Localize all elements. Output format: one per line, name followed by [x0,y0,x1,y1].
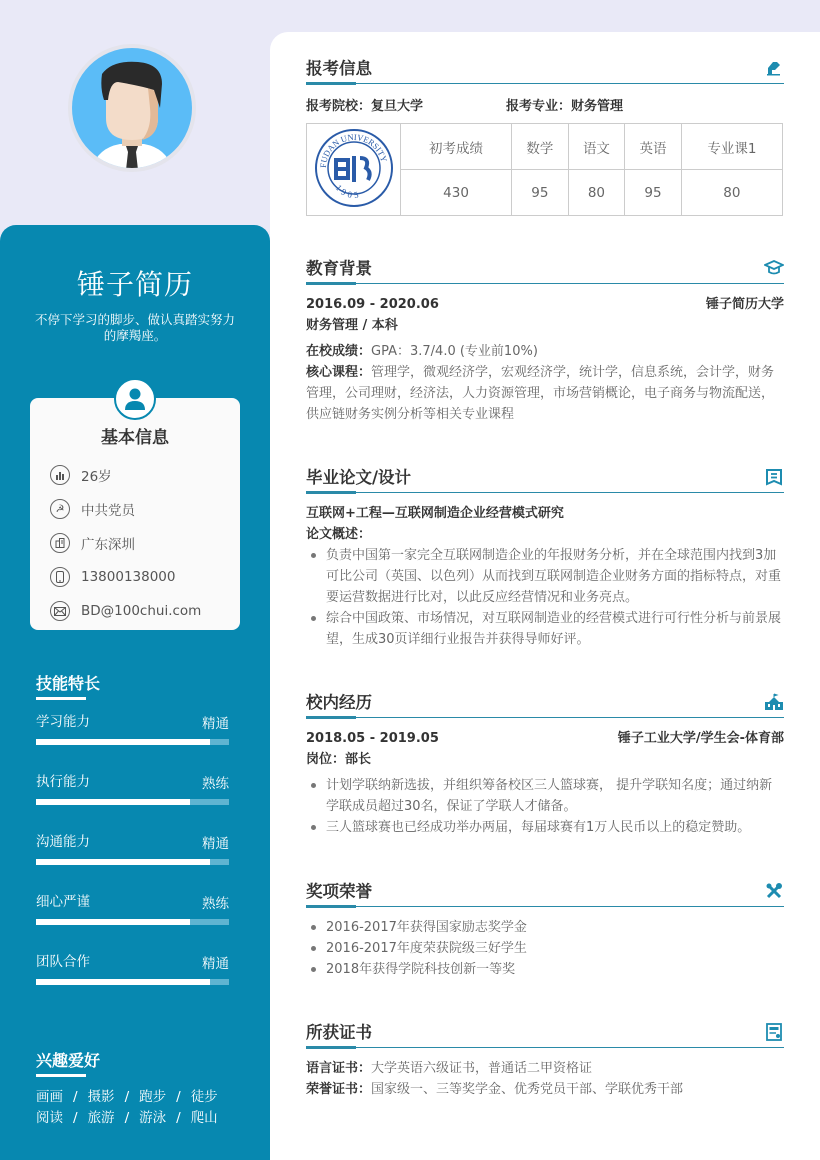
motto: 不停下学习的脚步、做认真踏实努力的摩羯座。 [34,312,235,343]
main-content [270,32,820,1160]
thesis-bullets: 负责中国第一家完全互联网制造企业的年报财务分析，并在全球范围内找到3加可比公司（英国、以色列）从而找到互联网制造企业财务方面的指标特点，对重要运营数据进行比对，以此反应经营情况和业务亮点。 综合中国政策、市场情况，对互联网制造业的经营模式进行可行性分析与前景展望，生成30页详细行业报告并获得导师好评。 [306,545,784,650]
certificate-icon [764,1022,784,1042]
skill-bar [36,979,229,985]
hobbies-title: 兴趣爱好 [36,1048,100,1077]
section-campus: 校内经历 2018.05 - 2019.05 锤子工业大学/学生会-体育部 岗位：部长 计划学联纳新选拔，并组织筹备校区三人篮球赛， 提升学联知名度；通过纳新学联成员超过30名，保证了学联人才储备。 三人篮球赛也已经成功举办两届，每届球赛有1万人民币以上的稳定赞助。 [306,692,784,838]
school-building-icon [764,692,784,712]
resume-name: 锤子简历 [76,268,193,301]
skill-item: 细心严谨 熟练 [36,890,229,950]
fudan-logo [307,124,401,216]
location-building-icon [50,533,70,553]
skill-item: 沟通能力 精通 [36,830,229,890]
section-certs: 所获证书 语言证书：大学英语六级证书，普通话二甲资格证 荣誉证书：国家级一、三等奖学金、优秀党员干部、学联优秀干部 [306,1022,784,1100]
info-phone: 13800138000 [50,560,201,594]
svg-text:1905: 1905 [333,182,362,200]
skill-bar [36,799,229,805]
user-icon [114,378,156,420]
section-awards [306,881,784,980]
skill-bar [36,919,229,925]
party-icon: ☭ [50,499,70,519]
skills-title: 技能特长 [36,671,100,700]
basic-info-list [50,458,201,628]
score-table: FUDAN UNIVERSITY 1905 初考成绩 数学 语文 英语 专业课1 430 95 80 95 80 [306,123,783,216]
section-title: 奖项荣誉 [306,882,372,901]
sidebar [0,225,270,1160]
info-party: ☭ 中共党员 [50,492,201,526]
age-chart-icon [50,465,70,485]
basic-info-card [30,398,240,630]
avatar [68,44,196,172]
basic-info-title: 基本信息 [101,428,169,448]
section-title: 毕业论文/设计 [306,468,412,487]
skills-list [36,710,229,1010]
section-title: 校内经历 [306,693,372,712]
skill-item: 执行能力 熟练 [36,770,229,830]
section-title: 报考信息 [306,59,372,78]
skill-item: 学习能力 精通 [36,710,229,770]
document-icon [764,467,784,487]
campus-bullets: 计划学联纳新选拔，并组织筹备校区三人篮球赛， 提升学联知名度；通过纳新学联成员超过30名，保证了学联人才储备。 三人篮球赛也已经成功举办两届，每届球赛有1万人民币以上的稳定赞助。 [306,775,784,838]
skill-item: 团队合作 精通 [36,950,229,1010]
graduation-cap-icon [764,258,784,278]
svg-text:FUDAN UNIVERSITY: FUDAN UNIVERSITY [317,131,389,168]
section-title: 所获证书 [306,1023,372,1042]
tools-icon [764,881,784,901]
section-education: 教育背景 2016.09 - 2020.06 锤子简历大学 财务管理 / 本科 在校成绩：GPA：3.7/4.0 (专业前10%) 核心课程：管理学，微观经济学，宏观经济学，统计学，信息系统，会计学，财务管理，公司理财，经济法，人力资源管理，市场营销概论，电子商务与物流配送，供应链财务实例分析等相关专业课程 [306,259,784,422]
section-title: 教育背景 [306,259,372,278]
hobbies-list: 画画 / 摄影 / 跑步 / 徒步 阅读 / 旅游 / 游泳 / 爬山 [36,1089,218,1126]
skill-bar [36,859,229,865]
info-location: 广东深圳 [50,526,201,560]
awards-list: 2016-2017年获得国家励志奖学金 2016-2017年度荣获院级三好学生 2018年获得学院科技创新一等奖 [306,917,784,980]
section-thesis: 毕业论文/设计 互联网+工程—互联网制造企业经营模式研究 论文概述： 负责中国第一家完全互联网制造企业的年报财务分析，并在全球范围内找到3加可比公司（英国、以色列）从而找到互联网制造企业财务方面的指标特点，对重要运营数据进行比对，以此反应经营情况和业务亮点。 综合中国政策、市场情况，对互联网制造业的经营模式进行可行性分析与前景展望，生成30页详细行业报告并获得导师好评。 [306,467,784,650]
section-exam: 报考信息 报考院校：复旦大学 报考专业：财务管理 FUDAN UNIVERSITY 1905 初考成绩 数学 语文 英语 专业课1 430 95 80 95 80 [306,58,784,216]
pen-edit-icon [764,58,784,78]
phone-icon [50,567,70,587]
info-age: 26岁 [50,458,201,492]
email-icon [50,601,70,621]
person-avatar-icon [72,48,192,168]
avatar-illustration [72,48,192,168]
info-email: BD@100chui.com [50,594,201,628]
skill-bar [36,739,229,745]
